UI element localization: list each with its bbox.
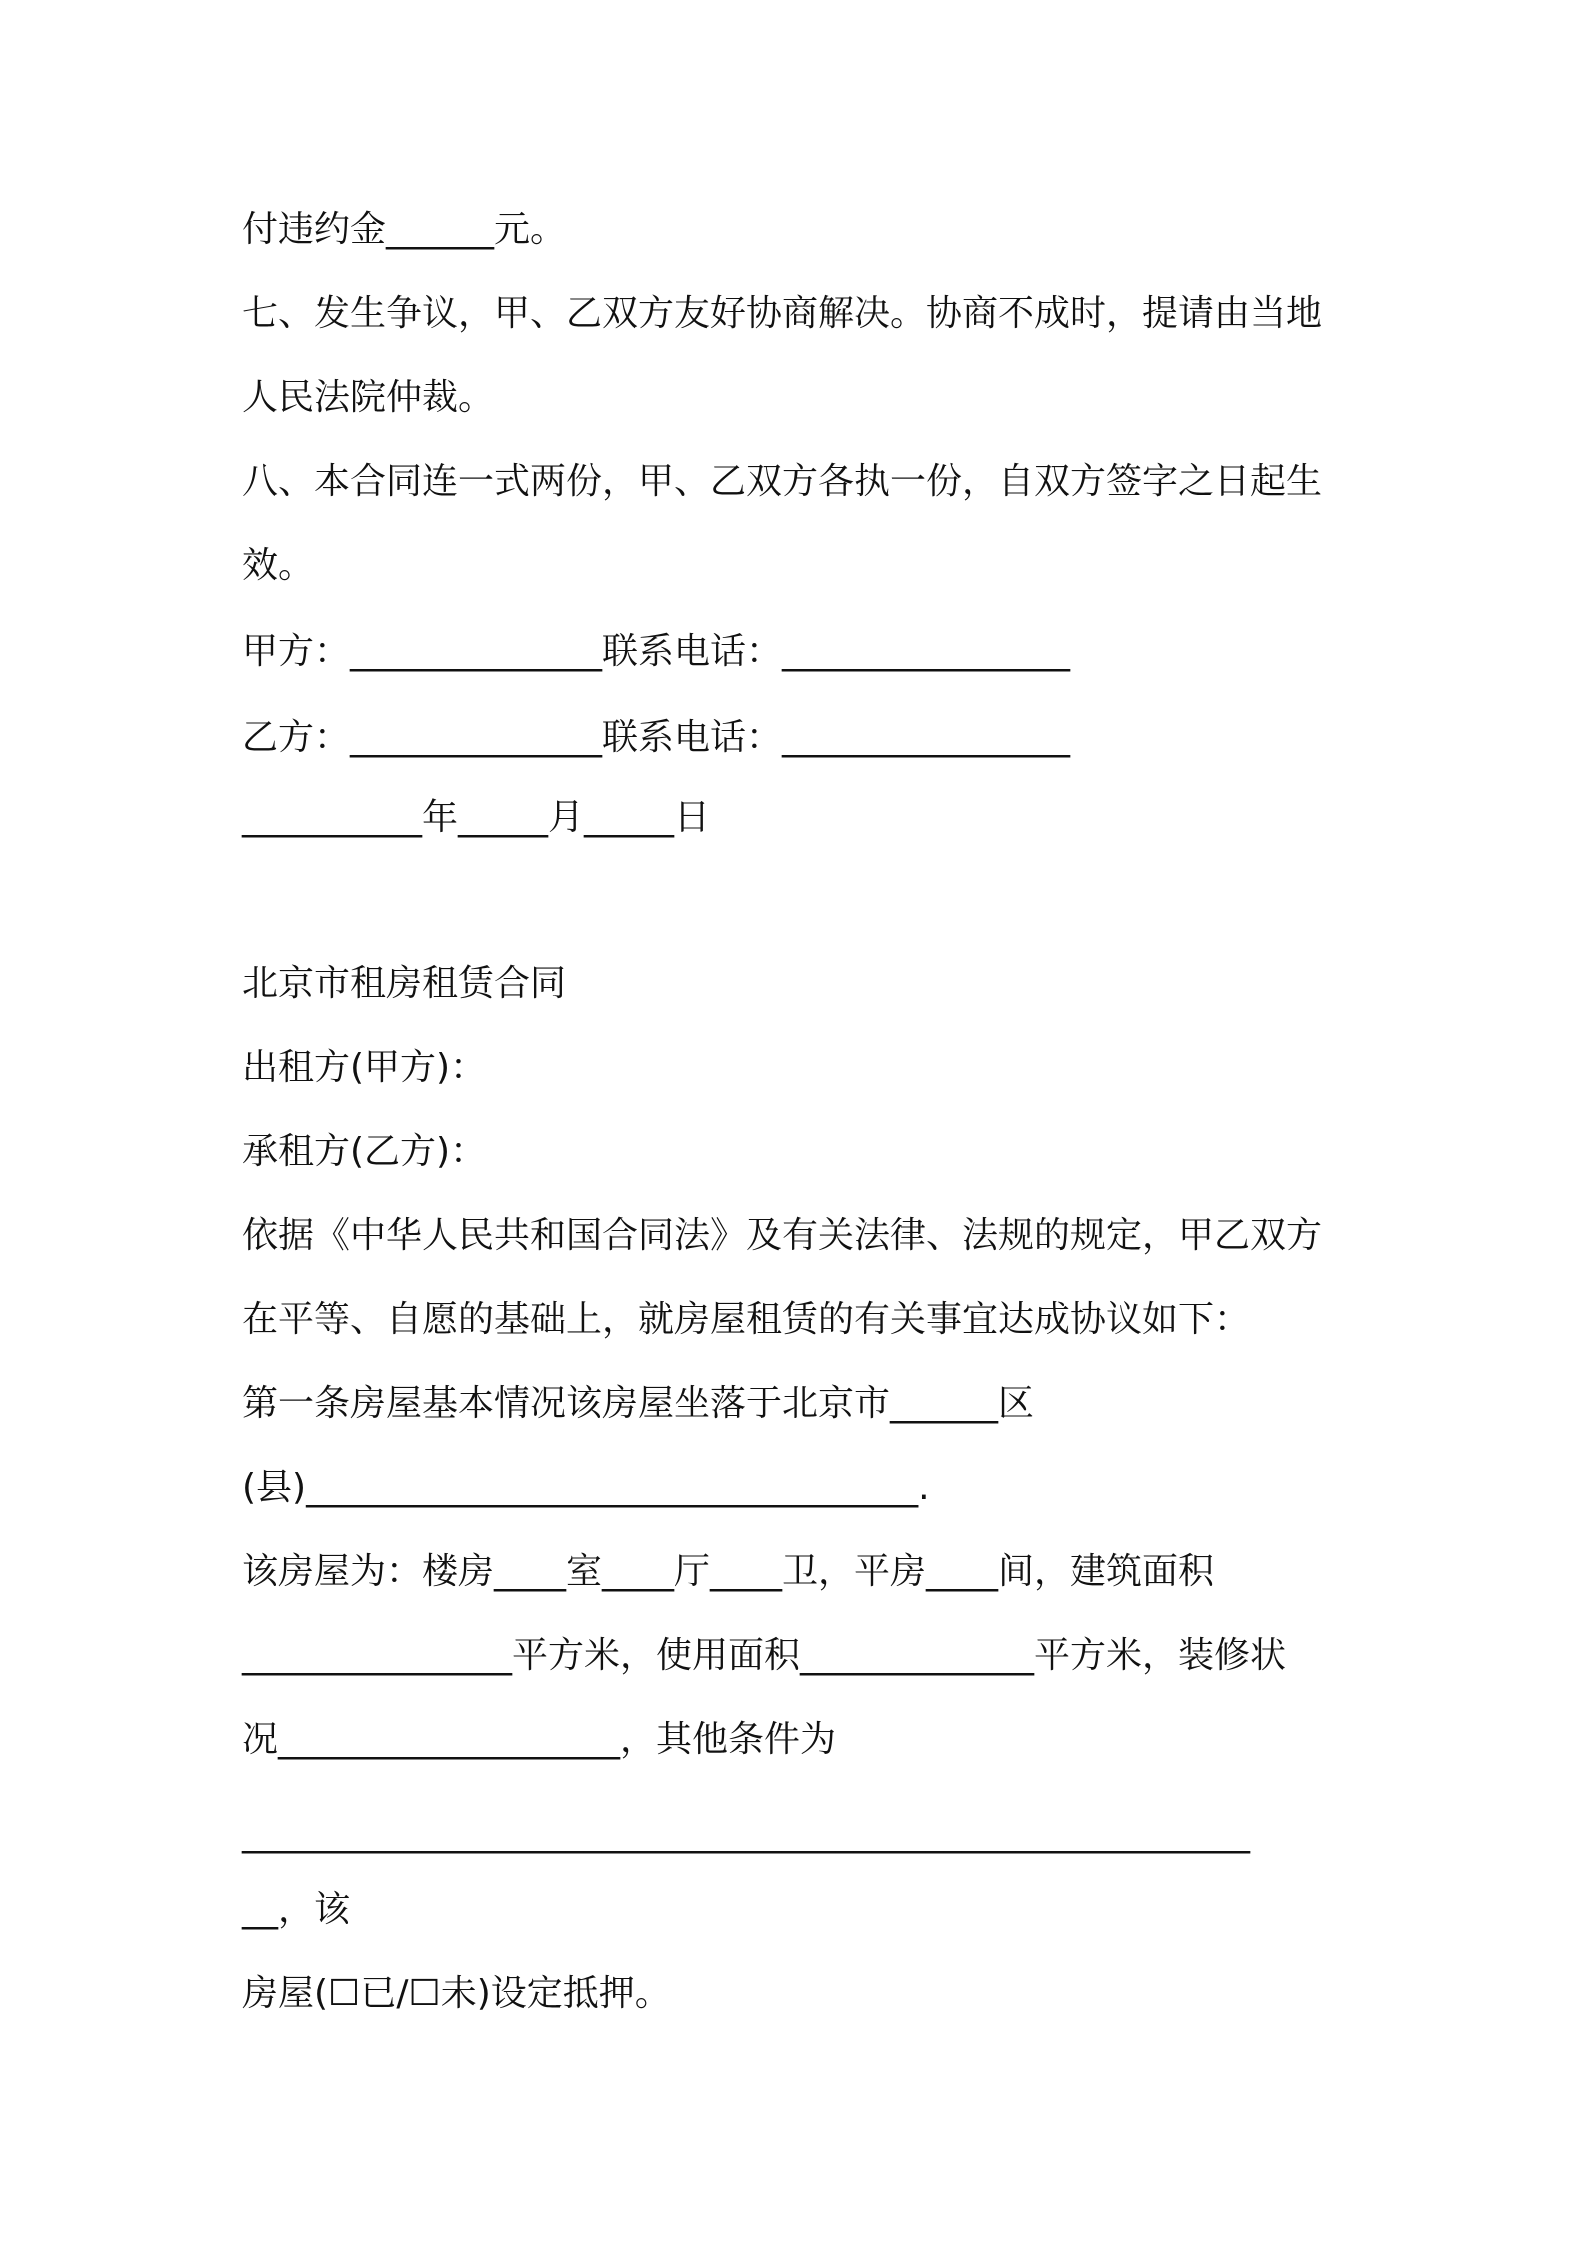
text-line-lessor: 出租方(甲方)： [242,1047,487,1088]
text-line-area: _______________平方米，使用面积_____________平方米，装修状 [242,1635,1287,1676]
text-line-other-conditions: ________________________________________________________ [242,1813,1250,1854]
text-line-county: (县)__________________________________. [242,1467,930,1508]
text-line-clause-7-cont: 人民法院仲裁。 [242,377,495,418]
text-line-clause-8-cont: 效。 [242,545,315,586]
text-line-other-conditions-cont: __，该 [242,1889,351,1930]
text-line-article-1: 第一条房屋基本情况该房屋坐落于北京市______区 [242,1383,1035,1424]
text-line-basis: 依据《中华人民共和国合同法》及有关法律、法规的规定，甲乙双方 [242,1215,1323,1256]
text-line-clause-8: 八、本合同连一式两份，甲、乙双方各执一份，自双方签字之日起生 [242,461,1323,502]
contract-title: 北京市租房租赁合同 [242,963,567,1004]
text-line-party-a-signature: 甲方：______________联系电话：________________ [242,631,1071,672]
text-line-mortgage: 房屋(☐已/☐未)设定抵押。 [242,1973,671,2014]
text-line-house-type: 该房屋为：楼房____室____厅____卫，平房____间，建筑面积 [242,1551,1215,1592]
text-line-clause-7: 七、发生争议，甲、乙双方友好协商解决。协商不成时，提请由当地 [242,293,1323,334]
text-line-party-b-signature: 乙方：______________联系电话：________________ [242,717,1071,758]
text-line-penalty: 付违约金______元。 [242,209,567,250]
text-line-decoration: 况___________________，其他条件为 [242,1719,837,1760]
text-line-lessee: 承租方(乙方)： [242,1131,487,1172]
text-line-basis-cont: 在平等、自愿的基础上，就房屋租赁的有关事宜达成协议如下： [242,1299,1251,1340]
text-line-date: __________年_____月_____日 [242,797,710,838]
